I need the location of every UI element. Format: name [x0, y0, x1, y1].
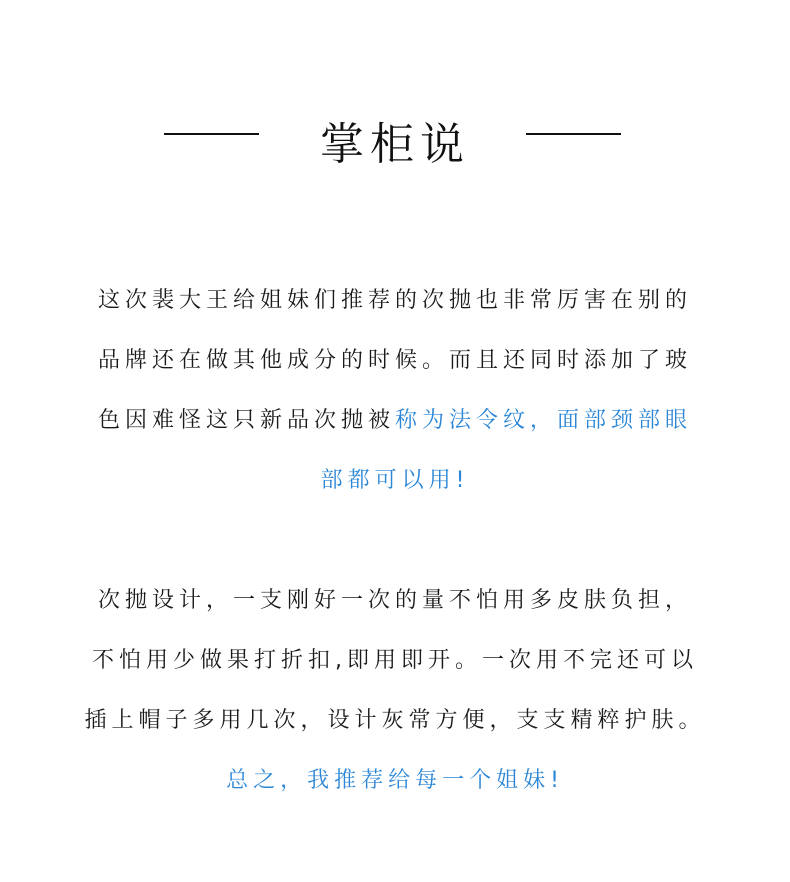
- paragraph1-line3: [0, 403, 790, 434]
- paragraph1-line2: 品牌还在做其他成分的时候。而且还同时添加了玻: [97, 348, 692, 373]
- paragraph2-line3: 插上帽子多用几次，设计灰常方便，支支精粹护肤。: [84, 708, 706, 733]
- page-title: 掌柜说: [320, 119, 470, 170]
- paragraph2-line1: 次抛设计，一支刚好一次的量不怕用多皮肤负担，: [97, 588, 692, 613]
- paragraph2-line4-highlight: 总之，我推荐给每一个姐妹!: [226, 768, 564, 793]
- paragraph2-line2: 不怕用少做果打折扣,即用即开。一次用不完还可以: [92, 648, 698, 673]
- paragraph1-line3-highlight: 称为法令纹，面部颈部眼: [395, 408, 693, 433]
- right-divider: [526, 133, 621, 135]
- paragraph1-line4-highlight: 部都可以用!: [320, 468, 470, 493]
- title-section: [0, 100, 790, 170]
- paragraph1-line3-text: 色因难怪这只新品次抛被: [97, 408, 395, 433]
- paragraph1-line1: 这次裴大王给姐妹们推荐的次抛也非常厉害在别的: [97, 288, 692, 313]
